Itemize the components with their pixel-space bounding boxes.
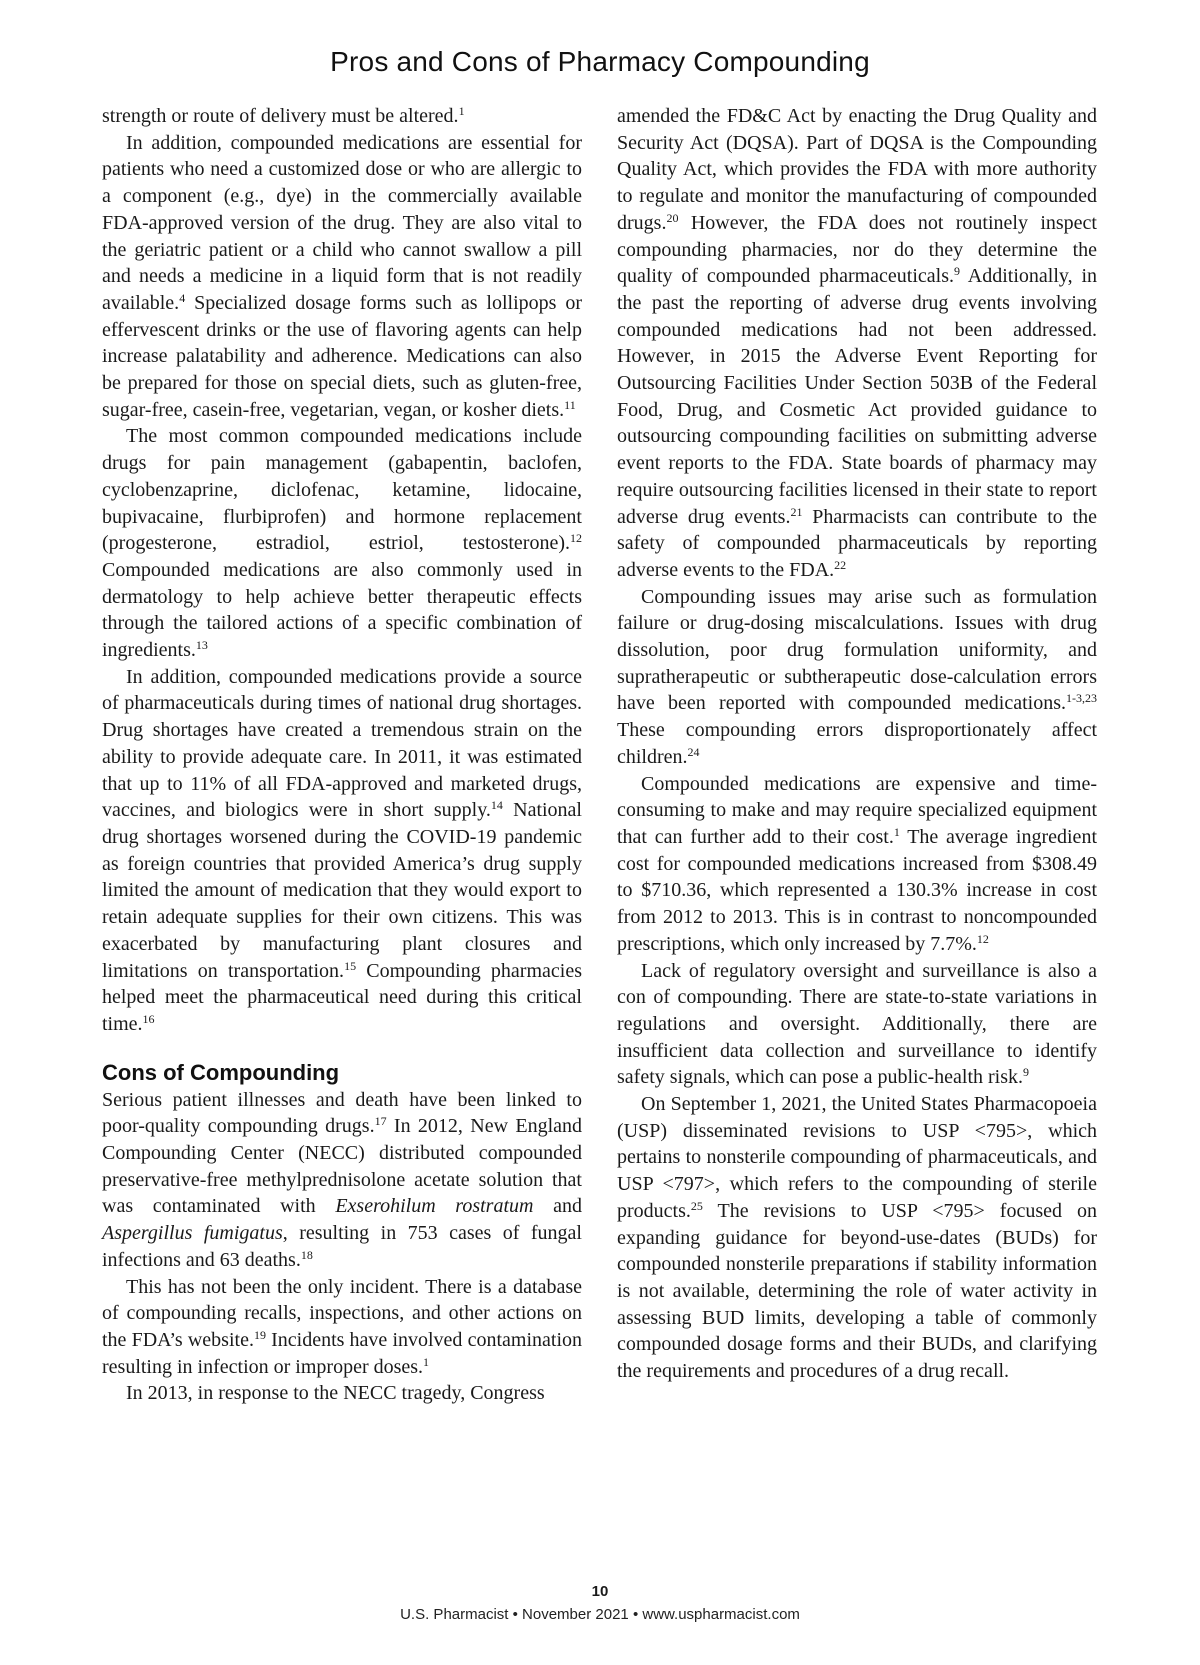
- citation: 12: [570, 531, 582, 546]
- left-column: [102, 103, 582, 1407]
- paragraph: On September 1, 2021, the United States Pharmacopoeia (USP) disseminated revisions to USP <795>, which pertains to nonsterile compounding of pharmaceuticals, and USP <797>, which refers to the compounding of sterile products.$^{25}$ The revisions to USP <795> focused on expanding guidance for beyond-use-dates (BUDs) for compounded nonsterile preparations if stability information is not available, determining the role of water activity in assessing BUD limits, developing a table of commonly compounded dosage forms and their BUDs, and clarifying the requirements and procedures of a drug recall.: [617, 1093, 1097, 1383]
- citation: 16: [142, 1011, 155, 1026]
- citation: 13: [195, 638, 208, 653]
- citation: 17: [374, 1114, 387, 1129]
- paragraph: Serious patient illnesses and death have been linked to poor-quality compounding drugs.$^{17}$ In 2012, New England Compounding Center (NECC) distributed compounded preservative-free methylprednisolone acetate solution that was contaminated with Exserohilum rostratum and Aspergillus fumigatus, resulting in 753 cases of fungal infections and 63 deaths.$^{18}$: [102, 1088, 582, 1271]
- citation: 9: [954, 264, 961, 279]
- paragraph: Compounded medications are expensive and time-consuming to make and may require specialized equipment that can further add to their cost.$^1$ The average ingredient cost for compounded medications increased from $308.49 to $710.36, which represented a 130.3% increase in cost from 2012 to 2013. This is in contrast to noncompounded prescriptions, which only increased by 7.7%.$^{12}$: [617, 772, 1097, 955]
- right-column: [617, 103, 1097, 1385]
- citation: 20: [666, 210, 679, 225]
- paragraph: In 2013, in response to the NECC tragedy, Congress: [126, 1382, 545, 1405]
- citation: 22: [834, 557, 847, 572]
- citation: 11: [564, 397, 576, 412]
- page-number: 10: [591, 1583, 609, 1600]
- paragraph: amended the FD&C Act by enacting the Drug Quality and Security Act (DQSA). Part of DQSA is the Compounding Quality Act, which provides the FDA with more authority to regulate and monitor the manufacturing of compounded drugs.$^{20}$ However, the FDA does not routinely inspect compounding pharmacies, nor do they determine the quality of compounded pharmaceuticals.$^9$ Additionally, in the past the reporting of adverse drug events involving compounded medications had not been addressed. However, in 2015 the Adverse Event Reporting for Outsourcing Facilities Under Section 503B of the Federal Food, Drug, and Cosmetic Act provided guidance to outsourcing compounding facilities on submitting adverse event reports to the FDA. State boards of pharmacy may require outsourcing facilities licensed in their state to report adverse drug events.$^{21}$ Pharmacists can contribute to the safety of compounded pharmaceuticals by reporting adverse events to the FDA.$^{22}$: [617, 105, 1098, 581]
- paragraph: Compounding issues may arise such as formulation failure or drug-dosing miscalculations. Issues with drug dissolution, poor drug formulation uniformity, and supratherapeutic or subtherapeutic dose-calculation errors have been reported with compounded medications.$^{1-3,23}$ These compounding errors disproportionately affect children.$^{24}$: [617, 585, 1097, 768]
- citation: 12: [976, 931, 989, 946]
- paragraph: strength or route of delivery must be altered.$^1$: [102, 104, 465, 127]
- paragraph: Lack of regulatory oversight and surveillance is also a con of compounding. There are state-to-state variations in regulations and oversight. Additionally, there are insufficient data collection and surveillance to identify safety signals, which can pose a public-health risk.$^9$: [617, 959, 1097, 1089]
- citation: 4: [179, 290, 186, 305]
- citation: 19: [253, 1327, 266, 1342]
- paragraph: This has not been the only incident. There is a database of compounding recalls, inspections, and other actions on the FDA’s website.$^{19}$ Incidents have involved contamination resulting in infection or improper doses.$^1$: [102, 1275, 582, 1378]
- citation: 18: [300, 1247, 313, 1262]
- citation: 1: [893, 824, 900, 839]
- citation: 9: [1023, 1065, 1029, 1080]
- citation: 14: [490, 798, 503, 813]
- citation: 25: [690, 1198, 703, 1213]
- citation: 1: [458, 104, 465, 118]
- citation: 1-3,23: [1066, 691, 1097, 706]
- citation: 21: [790, 504, 803, 519]
- citation: 1: [423, 1354, 430, 1369]
- paragraph: In addition, compounded medications provide a source of pharmaceuticals during times of national drug shortages. Drug shortages have created a tremendous strain on the ability to provide adequate care. In 2011, it was estimated that up to 11% of all FDA-approved and marketed drugs, vaccines, and biologics were in short supply.$^{14}$ National drug shortages worsened during the COVID-19 pandemic as foreign countries that provided America’s drug supply limited the amount of medication that they would export to retain adequate supplies for their own citizens. This was exacerbated by manufacturing plant closures and limitations on transportation.$^{15}$ Compounding pharmacies helped meet the pharmaceutical need during this critical time.$^{16}$: [102, 665, 582, 1035]
- page-title: Pros and Cons of Pharmacy Compounding: [330, 46, 870, 77]
- citation: 24: [687, 744, 700, 759]
- citation: 15: [344, 958, 357, 973]
- footer-publication: U.S. Pharmacist • November 2021 • www.uspharmacist.com: [400, 1606, 800, 1623]
- section-heading: Cons of Compounding: [102, 1059, 340, 1085]
- paragraph: In addition, compounded medications are essential for patients who need a customized dose or who are allergic to a component (e.g., dye) in the commercially available FDA-approved version of the drug. They are also vital to the geriatric patient or a child who cannot swallow a pill and needs a medicine in a liquid form that is not readily available.$^4$ Specialized dosage forms such as lollipops or effervescent drinks or the use of flavoring agents can help increase palatability and adherence. Medications can also be prepared for those on special diets, such as gluten-free, sugar-free, casein-free, vegetarian, vegan, or kosher diets.$^{11}$: [102, 131, 582, 421]
- paragraph: The most common compounded medications include drugs for pain management (gabapentin, baclofen, cyclobenzaprine, diclofenac, ketamine, lidocaine, bupivacaine, flurbiprofen) and hormone replacement (progesterone, estradiol, estriol, testosterone).$^{12}$ Compounded medications are also commonly used in dermatology to help achieve better therapeutic effects through the tailored actions of a specific combination of ingredients.$^{13}$: [102, 425, 582, 662]
